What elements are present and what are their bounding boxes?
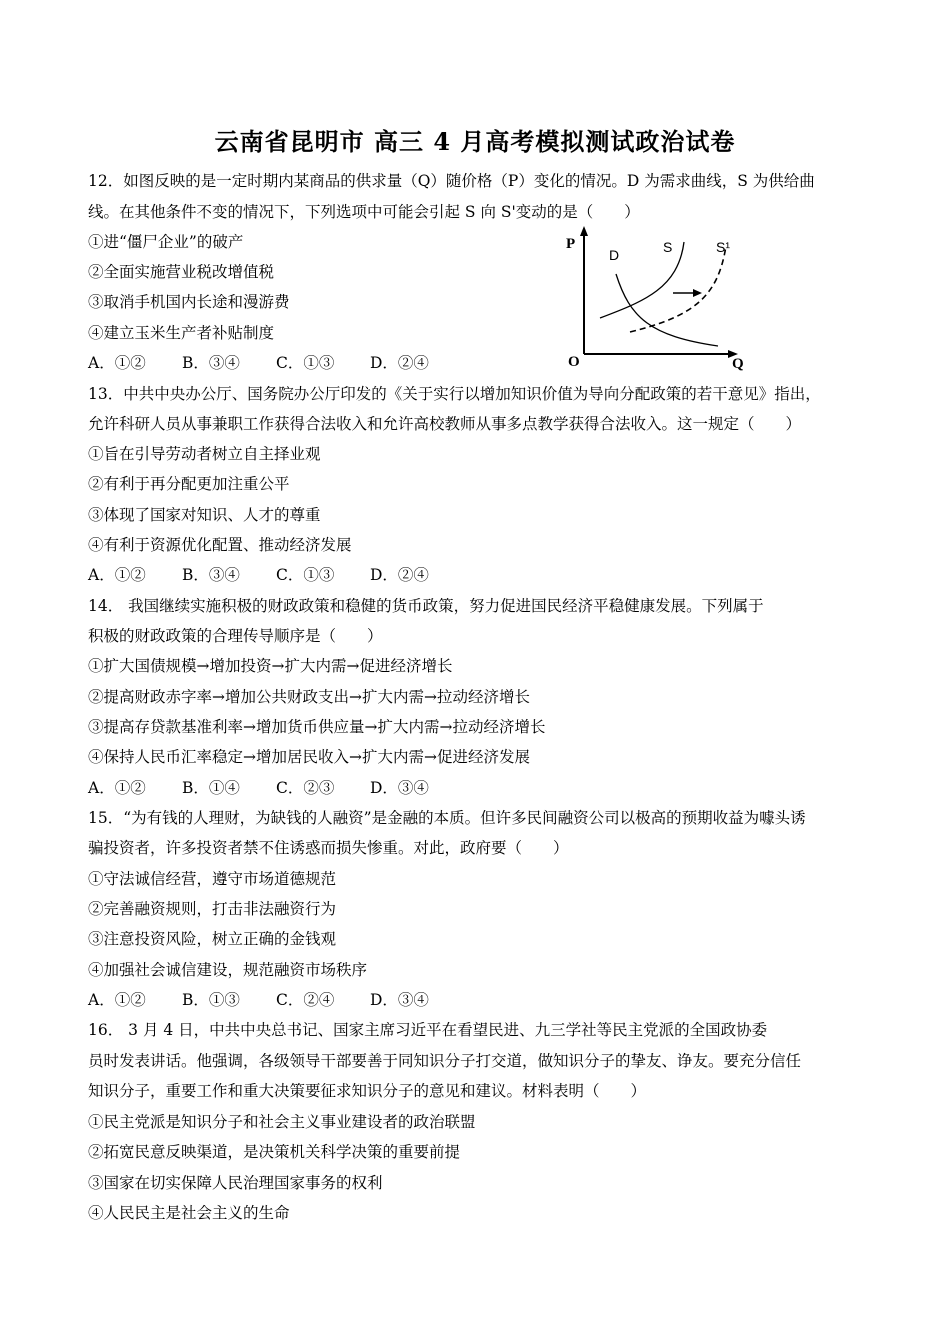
exam-title: 云南省昆明市 高三 4 月高考模拟测试政治试卷: [214, 127, 736, 156]
q14-item-3: ③提高存贷款基准利率→增加货币供应量→扩大内需→拉动经济增长: [88, 718, 546, 736]
q14-option-b[interactable]: B．①④: [182, 779, 240, 797]
q16-item-1: ①民主党派是知识分子和社会主义事业建设者的政治联盟: [88, 1113, 476, 1131]
q13-item-1: ①旨在引导劳动者树立自主择业观: [88, 445, 321, 463]
q15-item-4: ④加强社会诚信建设，规范融资市场秩序: [88, 961, 368, 979]
q12-option-a[interactable]: A．①②: [88, 354, 146, 372]
q15-option-a[interactable]: A．①②: [88, 991, 146, 1009]
q13-item-4: ④有利于资源优化配置、推动经济发展: [88, 536, 352, 554]
q13-option-b[interactable]: B．③④: [182, 566, 240, 584]
q15-stem-line-2: 骗投资者，许多投资者禁不住诱惑而损失惨重。对此，政府要（ ）: [88, 839, 569, 857]
q12-option-d[interactable]: D．②④: [370, 354, 429, 372]
q12-item-2: ②全面实施营业税改增值税: [88, 263, 275, 281]
q12-option-c[interactable]: C．①③: [276, 354, 335, 372]
q13-option-a[interactable]: A．①②: [88, 566, 146, 584]
q12-stem-line-2: 线。在其他条件不变的情况下，下列选项中可能会引起 S 向 S'变动的是（ ）: [88, 203, 640, 221]
supply-demand-graph: [560, 226, 760, 376]
q12-item-4: ④建立玉米生产者补贴制度: [88, 324, 275, 342]
q13-options: [88, 565, 464, 585]
demand-curve: [616, 274, 718, 346]
q15-option-d[interactable]: D．③④: [370, 991, 429, 1009]
q13-stem-line-2: 允许科研人员从事兼职工作获得合法收入和允许高校教师从事多点教学获得合法收入。这一规定（ ）: [88, 415, 802, 433]
q14-stem-line-2: 积极的财政政策的合理传导顺序是（ ）: [88, 627, 383, 645]
q15-option-c[interactable]: C．②④: [276, 991, 335, 1009]
graph-y-arrow: [580, 226, 588, 236]
graph-supply-label: S: [663, 239, 673, 255]
q15-options: [88, 990, 464, 1010]
q16-stem-line-2: 员时发表讲话。他强调，各级领导干部要善于同知识分子打交道，做知识分子的挚友、诤友。要充分信任: [88, 1052, 802, 1070]
q13-option-d[interactable]: D．②④: [370, 566, 429, 584]
graph-supply-shifted-label: S¹: [716, 239, 730, 255]
graph-axis-p-label: P: [566, 236, 576, 252]
q16-stem-line-1: 16． 3 月 4 日，中共中央总书记、国家主席习近平在看望民进、九三学社等民主党派的全国政协委: [88, 1021, 768, 1039]
q13-option-c[interactable]: C．①③: [276, 566, 335, 584]
q12-item-1: ①进“僵尸企业”的破产: [88, 233, 244, 251]
q12-option-b[interactable]: B．③④: [182, 354, 240, 372]
q14-option-d[interactable]: D．③④: [370, 779, 429, 797]
q13-item-2: ②有利于再分配更加注重公平: [88, 475, 290, 493]
q14-option-a[interactable]: A．①②: [88, 779, 146, 797]
graph-origin-label: O: [568, 354, 580, 370]
q12-options: [88, 353, 464, 373]
q15-item-3: ③注意投资风险，树立正确的金钱观: [88, 930, 337, 948]
q14-item-1: ①扩大国债规模→增加投资→扩大内需→促进经济增长: [88, 657, 453, 675]
q14-item-4: ④保持人民币汇率稳定→增加居民收入→扩大内需→促进经济发展: [88, 748, 530, 766]
q15-item-1: ①守法诚信经营，遵守市场道德规范: [88, 870, 337, 888]
q12-stem-line-1: 12．如图反映的是一定时期内某商品的供求量（Q）随价格（P）变化的情况。D 为需求曲线，S 为供给曲: [88, 172, 815, 190]
q15-item-2: ②完善融资规则，打击非法融资行为: [88, 900, 337, 918]
q14-option-c[interactable]: C．②③: [276, 779, 335, 797]
q16-stem-line-3: 知识分子，重要工作和重大决策要征求知识分子的意见和建议。材料表明（ ）: [88, 1082, 647, 1100]
q14-options: [88, 778, 464, 798]
graph-demand-label: D: [609, 247, 620, 263]
q16-item-3: ③国家在切实保障人民治理国家事务的权利: [88, 1174, 383, 1192]
q14-stem-line-1: 14． 我国继续实施积极的财政政策和稳健的货币政策，努力促进国民经济平稳健康发展。下列属于: [88, 597, 764, 615]
q12-item-3: ③取消手机国内长途和漫游费: [88, 293, 290, 311]
graph-axis-q-label: Q: [732, 356, 744, 372]
q13-item-3: ③体现了国家对知识、人才的尊重: [88, 506, 321, 524]
q14-item-2: ②提高财政赤字率→增加公共财政支出→扩大内需→拉动经济增长: [88, 688, 530, 706]
q16-item-4: ④人民民主是社会主义的生命: [88, 1204, 290, 1222]
q13-stem-line-1: 13．中共中央办公厅、国务院办公厅印发的《关于实行以增加知识价值为导向分配政策的若干意见》指出，: [88, 385, 821, 403]
supply-shifted-curve: [630, 246, 726, 332]
q16-item-2: ②拓宽民意反映渠道，是决策机关科学决策的重要前提: [88, 1143, 461, 1161]
q15-option-b[interactable]: B．①③: [182, 991, 240, 1009]
shift-arrow-head: [693, 289, 702, 297]
q15-stem-line-1: 15．“为有钱的人理财，为缺钱的人融资”是金融的本质。但许多民间融资公司以极高的预期收益为噱头诱: [88, 809, 806, 827]
